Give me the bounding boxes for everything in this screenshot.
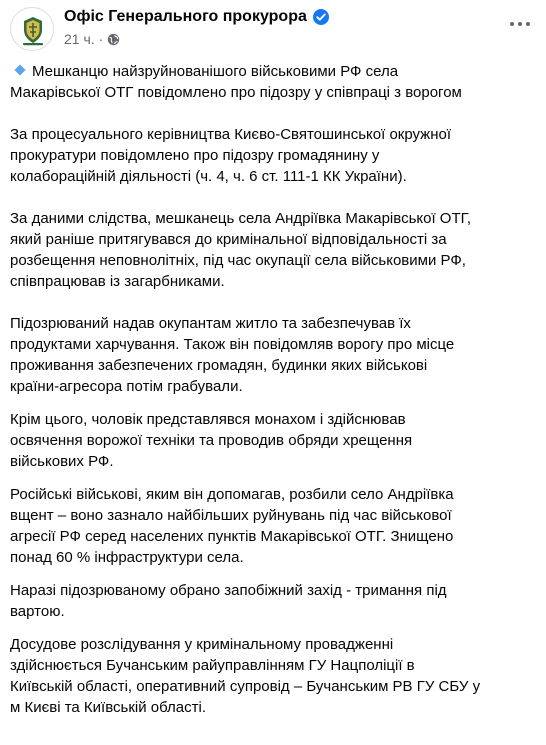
post-paragraph: За даними слідства, мешканець села Андріївка Макарівської ОТГ, який раніше притягувався до кримінальної відповідальності за розбещення неповнолітніх, під час окупації села військовими РФ, співпрацював із загарбниками. <box>10 210 472 290</box>
post-paragraph-text: Мешканцю найзруйнованішого військовими РФ села Макарівської ОТГ повідомлено про підозру у співпраці з ворогом <box>10 63 462 101</box>
post-timestamp[interactable]: 21 ч. <box>64 31 95 47</box>
post-meta <box>64 31 120 47</box>
blue-diamond-icon <box>14 64 26 76</box>
post-paragraph: Підозрюваний надав окупантам житло та забезпечував їх продуктами харчування. Також він повідомляв ворогу про місце проживання забезпечених громадян, будинки яких військові країни-агресора потім грабували. <box>10 315 455 395</box>
post-paragraph: Наразі підозрюваному обрано запобіжний захід - тримання під вартою. <box>10 582 447 620</box>
post-paragraph: Крім цього, чоловік представлявся монахом і здійснював освячення ворожої техніки та проводив обряди хрещення військових РФ. <box>10 411 413 470</box>
post-paragraph: Російські військові, яким він допомагав, розбили село Андріївка вщент – воно зазнало найбільших руйнувань під час військової агресії РФ серед населених пунктів Макарівської ОТГ. Знищено понад 60 % інфраструктури села. <box>10 486 454 566</box>
more-options-icon-dot <box>518 22 522 26</box>
post-text <box>10 61 540 718</box>
post-paragraph-headline <box>10 61 540 103</box>
prosecutor-emblem-icon <box>11 8 54 51</box>
more-options-icon <box>510 22 514 26</box>
post-header <box>0 0 546 58</box>
more-options-button[interactable] <box>502 10 538 38</box>
more-options-icon-dot <box>526 22 530 26</box>
post-paragraph: Досудове розслідування у кримінальному провадженні здійснюється Бучанським райуправлінням ГУ Нацполіції в Київській області, оперативний супровід – Бучанським РВ ГУ СБУ у м Києві та Київській області. <box>10 636 481 716</box>
post-paragraph: За процесуального керівництва Києво-Святошинської окружної прокуратури повідомлено про підозру громадянину у колабораційній діяльності (ч. 4, ч. 6 ст. 111-1 КК України). <box>10 126 452 185</box>
page-avatar[interactable] <box>10 7 54 51</box>
meta-separator: · <box>98 31 104 47</box>
verified-badge-icon <box>312 8 330 26</box>
page-name-link[interactable]: Офіс Генерального прокурора <box>64 8 307 25</box>
globe-icon[interactable] <box>107 33 120 46</box>
